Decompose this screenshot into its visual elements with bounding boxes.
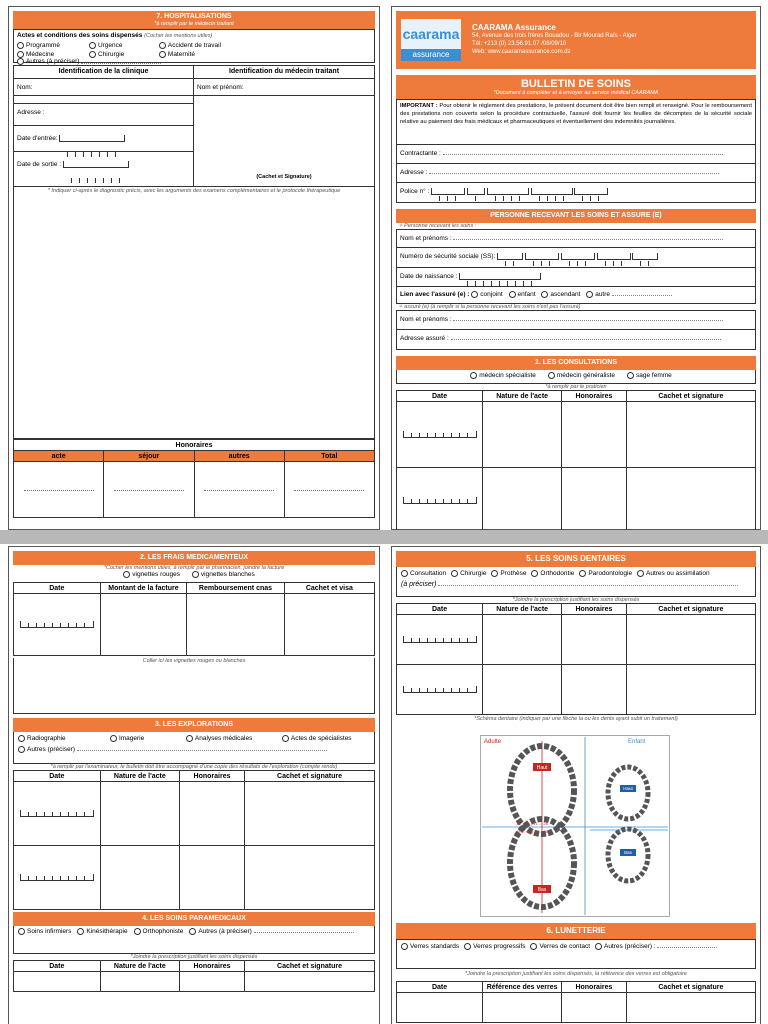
coller-hint: Coller ici les vignettes rouges ou blanches (142, 658, 246, 664)
field-ss[interactable]: Numéro de sécurité sociale (SS): (397, 248, 755, 268)
opt-accident[interactable]: Accident de travail (159, 42, 221, 49)
radio-icon[interactable] (89, 42, 96, 49)
opt-soins-infirmiers[interactable]: Soins infirmiers (18, 928, 71, 935)
field-nom[interactable]: Nom: (14, 79, 193, 96)
page-bulletin (391, 6, 761, 530)
opt-prothese[interactable]: Prothèse (491, 570, 526, 577)
consult-hint: *à remplir par le praticien (545, 384, 607, 390)
explo-col-honoraires: Honoraires (180, 771, 245, 782)
lunet-options (396, 939, 756, 969)
field-nom-prenoms[interactable]: Nom et prénoms : (397, 230, 755, 248)
cachet-signature-label: (Cachet et Signature) (256, 174, 312, 180)
table-row (397, 993, 756, 1023)
hon-col-autres: autres (194, 451, 284, 462)
schema-hint: *Schéma dentaire (indiquer par une flèche la ou les dents ayant subit un traitement) (474, 716, 678, 722)
table-row (397, 665, 756, 715)
frais-col-montant: Montant de la facture (100, 583, 187, 594)
table-row (397, 402, 756, 468)
consult-title: 1. LES CONSULTATIONS (396, 356, 756, 370)
radio-icon[interactable] (17, 58, 24, 65)
opt-specialiste[interactable]: médecin spécialiste (470, 372, 536, 379)
hon-col-sejour: séjour (104, 451, 194, 462)
nature-cell[interactable] (483, 402, 562, 468)
bulletin-title-bar (396, 75, 756, 99)
lunet-col-honoraires: Honoraires (562, 982, 627, 993)
frais-col-remboursement: Remboursement cnas (187, 583, 284, 594)
vignettes-area[interactable] (13, 658, 375, 714)
bulletin-title: BULLETIN DE SOINS (520, 78, 631, 90)
dent-col-cachet: Cachet et signature (626, 604, 755, 615)
opt-conjoint[interactable]: conjoint (471, 289, 502, 301)
conditions-label: Actes et conditions des soins dispensés (17, 32, 143, 39)
contract-box (396, 145, 756, 203)
lunet-hint: *Joindre la prescription justifiant les soins dispensés, la référence des verres est obligatoire (465, 971, 687, 977)
cachet-cell[interactable] (245, 846, 375, 910)
opt-generaliste[interactable]: médecin généraliste (548, 372, 615, 379)
cachet-cell[interactable] (626, 468, 755, 534)
explo-col-date: Date (14, 771, 101, 782)
radio-icon[interactable] (17, 42, 24, 49)
diag-hint: * Indiquer ci-après le diagnostic précis, avec les arguments des examens complémentaires et le protocole thérapeutique (47, 188, 341, 194)
consult-col-nature: Nature de l'acte (483, 391, 562, 402)
svg-text:Haut: Haut (536, 765, 548, 771)
opt-orthodontie[interactable]: Orthodontie (531, 570, 574, 577)
table-row (14, 972, 375, 992)
frais-table (13, 582, 375, 656)
svg-text:48 ... 41 | 31 ... 38: 48 ... 41 | 31 ... 38 (516, 829, 549, 834)
para-col-cachet: Cachet et signature (245, 961, 375, 972)
opt-programme[interactable]: Programmé (17, 42, 77, 49)
explo-options (13, 732, 375, 764)
radio-icon[interactable] (17, 51, 24, 58)
consult-col-cachet: Cachet et signature (626, 391, 755, 402)
frais-col-date: Date (14, 583, 101, 594)
frais-col-cachet: Cachet et visa (284, 583, 374, 594)
cachet-cell[interactable] (245, 782, 375, 846)
table-row (14, 782, 375, 846)
para-col-honoraires: Honoraires (180, 961, 245, 972)
svg-text:18 ... 11 | 21 ... 28: 18 ... 11 | 21 ... 28 (516, 821, 548, 826)
date-cell[interactable] (14, 594, 101, 656)
dent-title: 5. LES SOINS DENTAIRES (396, 551, 756, 567)
company-web[interactable]: Web: www.caaramassurance.com.dz (472, 49, 571, 55)
hon-col-acte: acte (14, 451, 104, 462)
lunet-title: 6. LUNETTERIE (396, 923, 756, 939)
hon-col-total: Total (284, 451, 374, 462)
opt-ascendant[interactable]: ascendant (541, 289, 580, 301)
consult-col-date: Date (397, 391, 483, 402)
company-header (396, 11, 756, 69)
opt-verres-progressifs[interactable]: Verres progressifs (464, 943, 525, 950)
para-options (13, 926, 375, 954)
field-nom-prenom[interactable]: Nom et prénom: (194, 79, 374, 96)
field-adresse[interactable]: Adresse : (14, 104, 193, 126)
field-contractante[interactable]: Contractante : (397, 145, 755, 164)
hosp-identification (13, 65, 375, 187)
field-adresse-contrat[interactable]: Adresse : (397, 164, 755, 183)
date-cell[interactable] (397, 468, 483, 534)
montant-cell[interactable] (100, 594, 187, 656)
field-lien: Lien avec l'assuré (e) : conjoint enfant ascendant autre (397, 287, 755, 303)
table-row (14, 846, 375, 910)
explo-hint: *à remplir par l'examinateur, le bulletin doit être accompagné d'une copie des résultats de l'exploration (compte rendu) (50, 764, 338, 770)
hon-cell-acte[interactable] (14, 462, 104, 518)
hosp-subtitle: *à remplir par le médecin traitant (154, 21, 234, 27)
honoraires-cell[interactable] (180, 782, 245, 846)
dent-options (396, 567, 756, 597)
opt-kine[interactable]: Kinésithérapie (77, 928, 127, 935)
para-table (13, 960, 375, 992)
nature-cell[interactable] (483, 468, 562, 534)
opt-actes-specialistes[interactable]: Actes de spécialistes (282, 735, 352, 742)
dental-chart[interactable] (480, 735, 670, 917)
hosp-conditions (13, 29, 375, 66)
explo-title: 3. LES EXPLORATIONS (13, 718, 375, 732)
date-cell[interactable] (397, 615, 483, 665)
frais-hint: *Cocher les mentions utiles, à remplir par le pharmacien, joindre la facture (103, 565, 285, 571)
opt-chirurgie-dent[interactable]: Chirurgie (451, 570, 486, 577)
nature-cell[interactable] (100, 846, 179, 910)
col-medecin: Identification du médecin traitant (194, 66, 374, 79)
field-date-sortie[interactable]: Date de sortie : (14, 152, 193, 178)
hosp-diagnostic-area[interactable] (13, 187, 375, 439)
radio-icon[interactable] (159, 51, 166, 58)
opt-verres-contact[interactable]: Verres de contact (530, 943, 590, 950)
cachet-cell[interactable] (284, 594, 374, 656)
field-date-entree[interactable]: Date d'entrée: (14, 126, 193, 152)
svg-text:Haut: Haut (623, 786, 633, 791)
date-cell[interactable] (397, 402, 483, 468)
consult-table (396, 390, 756, 534)
dent-col-honoraires: Honoraires (562, 604, 627, 615)
para-col-date: Date (14, 961, 101, 972)
opt-chirurgie[interactable]: Chirurgie (89, 51, 147, 58)
date-cell[interactable] (14, 782, 101, 846)
opt-parodontologie[interactable]: Parodontologie (579, 570, 632, 577)
svg-text:Bas: Bas (537, 887, 547, 893)
opt-analyses[interactable]: Analyses médicales (186, 735, 270, 742)
opt-urgence[interactable]: Urgence (89, 42, 147, 49)
dent-col-date: Date (397, 604, 483, 615)
personne-box (396, 229, 756, 304)
date-cell[interactable] (14, 846, 101, 910)
hon-cell-sejour[interactable] (104, 462, 194, 518)
opt-vignettes-blanches[interactable]: vignettes blanches (192, 571, 255, 578)
company-tel: Tél: +213 (0) 23.56.91.07 /08/09/10 (472, 41, 567, 47)
page-dentaire (391, 546, 761, 1024)
opt-radiographie[interactable]: Radiographie (18, 735, 98, 742)
consult-col-honoraires: Honoraires (562, 391, 627, 402)
hosp-title: 7. HOSPITALISATIONS (156, 13, 232, 20)
radio-icon[interactable] (159, 42, 166, 49)
lunet-col-cachet: Cachet et signature (626, 982, 755, 993)
frais-title: 2. LES FRAIS MEDICAMENTEUX (13, 551, 375, 565)
opt-sage-femme[interactable]: sage femme (627, 372, 672, 379)
opt-autres-para[interactable]: Autres (à préciser) (189, 928, 353, 935)
hon-cell-total[interactable] (284, 462, 374, 518)
svg-text:Bas: Bas (624, 850, 632, 855)
page-frais (8, 546, 380, 1024)
date-cell[interactable] (397, 665, 483, 715)
company-logo: caarama assurance (400, 18, 462, 62)
hon-cell-autres[interactable] (194, 462, 284, 518)
lunet-table (396, 981, 756, 1023)
table-row (397, 468, 756, 534)
company-address: 54, Avenue des trois frères Bouadou - Bir Mourad Raïs - Alger (472, 33, 637, 39)
dent-hint: *Joindre la prescription justifiant les soins dispensés (512, 597, 640, 603)
table-row (397, 615, 756, 665)
explo-table (13, 770, 375, 910)
conditions-hint: (Cocher les mentions utiles) (144, 33, 213, 39)
page-separator (0, 530, 768, 544)
honoraires-cell[interactable] (562, 402, 627, 468)
opt-medecine[interactable]: Médecine (17, 51, 77, 58)
explo-col-cachet: Cachet et signature (245, 771, 375, 782)
dent-table (396, 603, 756, 715)
opt-vignettes-rouges[interactable]: vignettes rouges (123, 571, 180, 578)
hosp-header (13, 11, 375, 29)
opt-orthophoniste[interactable]: Orthophoniste (134, 928, 184, 935)
explo-col-nature: Nature de l'acte (100, 771, 179, 782)
para-col-nature: Nature de l'acte (100, 961, 179, 972)
opt-enfant[interactable]: enfant (509, 289, 536, 301)
opt-consultation[interactable]: Consultation (401, 570, 446, 577)
opt-autre[interactable]: autre (586, 289, 672, 301)
assure-hint: ✧ assuré (e) (à remplir si la personne recevant les soins n'est pas l'assuré) (398, 304, 581, 310)
field-naissance[interactable]: Date de naissance : (397, 268, 755, 287)
assure-box (396, 310, 756, 350)
field-nom-assure[interactable]: Nom et prénoms : (397, 311, 755, 330)
nature-cell[interactable] (100, 782, 179, 846)
honoraires-cell[interactable] (180, 846, 245, 910)
personne-hint: ✧ Personne recevant les soins : (398, 223, 477, 229)
enfant-label: Enfant (628, 739, 646, 745)
dent-col-nature: Nature de l'acte (483, 604, 562, 615)
opt-imagerie[interactable]: Imagerie (110, 735, 174, 742)
opt-autres-lunet[interactable]: Autres (préciser) : (595, 943, 717, 950)
field-police[interactable]: Police n° : (397, 183, 755, 202)
personne-title: PERSONNE RECEVANT LES SOINS ET ASSURE (E) (396, 209, 756, 223)
opt-verres-standards[interactable]: Verres standards (401, 943, 459, 950)
honoraires-title: Honoraires (14, 440, 375, 451)
col-clinique: Identification de la clinique (14, 66, 193, 79)
lunet-col-date: Date (397, 982, 483, 993)
adulte-label: Adulte (484, 739, 502, 745)
para-hint: *Joindre la prescription justifiant les soins dispensés (130, 954, 258, 960)
cachet-cell[interactable] (626, 402, 755, 468)
important-note: IMPORTANT : Pour obtenir le règlement des prestations, le présent document doit être bien rempli et renseigné. Pour le remboursement des prestations non couverts selon la procédure contractuelle, l'assuré doit fournir les feuilles de décomptes de la sécurité sociale relative au paiement des frais médicaux et pharmaceutiques et éventuellement des indemnités journalières. (396, 99, 756, 145)
consult-options (396, 370, 756, 384)
opt-autres-explo[interactable]: Autres (préciser) (18, 746, 327, 753)
hosp-honoraires (13, 439, 375, 518)
remboursement-cell[interactable] (187, 594, 284, 656)
bulletin-subtitle: *Document à compléter et à envoyer au service médical CAARAMA (493, 90, 659, 96)
para-title: 4. LES SOINS PARAMEDICAUX (13, 912, 375, 926)
lunet-col-reference: Référence des verres (483, 982, 562, 993)
field-adresse-assure[interactable]: Adresse assuré : (397, 330, 755, 349)
page-hospitalisations (8, 6, 380, 530)
opt-autres-dent[interactable]: Autres ou assimilation (637, 570, 710, 577)
table-row (14, 594, 375, 656)
dent-preciser[interactable]: (à préciser) (401, 581, 751, 588)
company-name: CAARAMA Assurance (472, 23, 556, 32)
opt-maternite[interactable]: Maternité (159, 51, 215, 58)
frais-options (9, 571, 379, 582)
honoraires-cell[interactable] (562, 468, 627, 534)
radio-icon[interactable] (89, 51, 96, 58)
opt-autres[interactable]: Autres (à préciser) (17, 58, 161, 65)
